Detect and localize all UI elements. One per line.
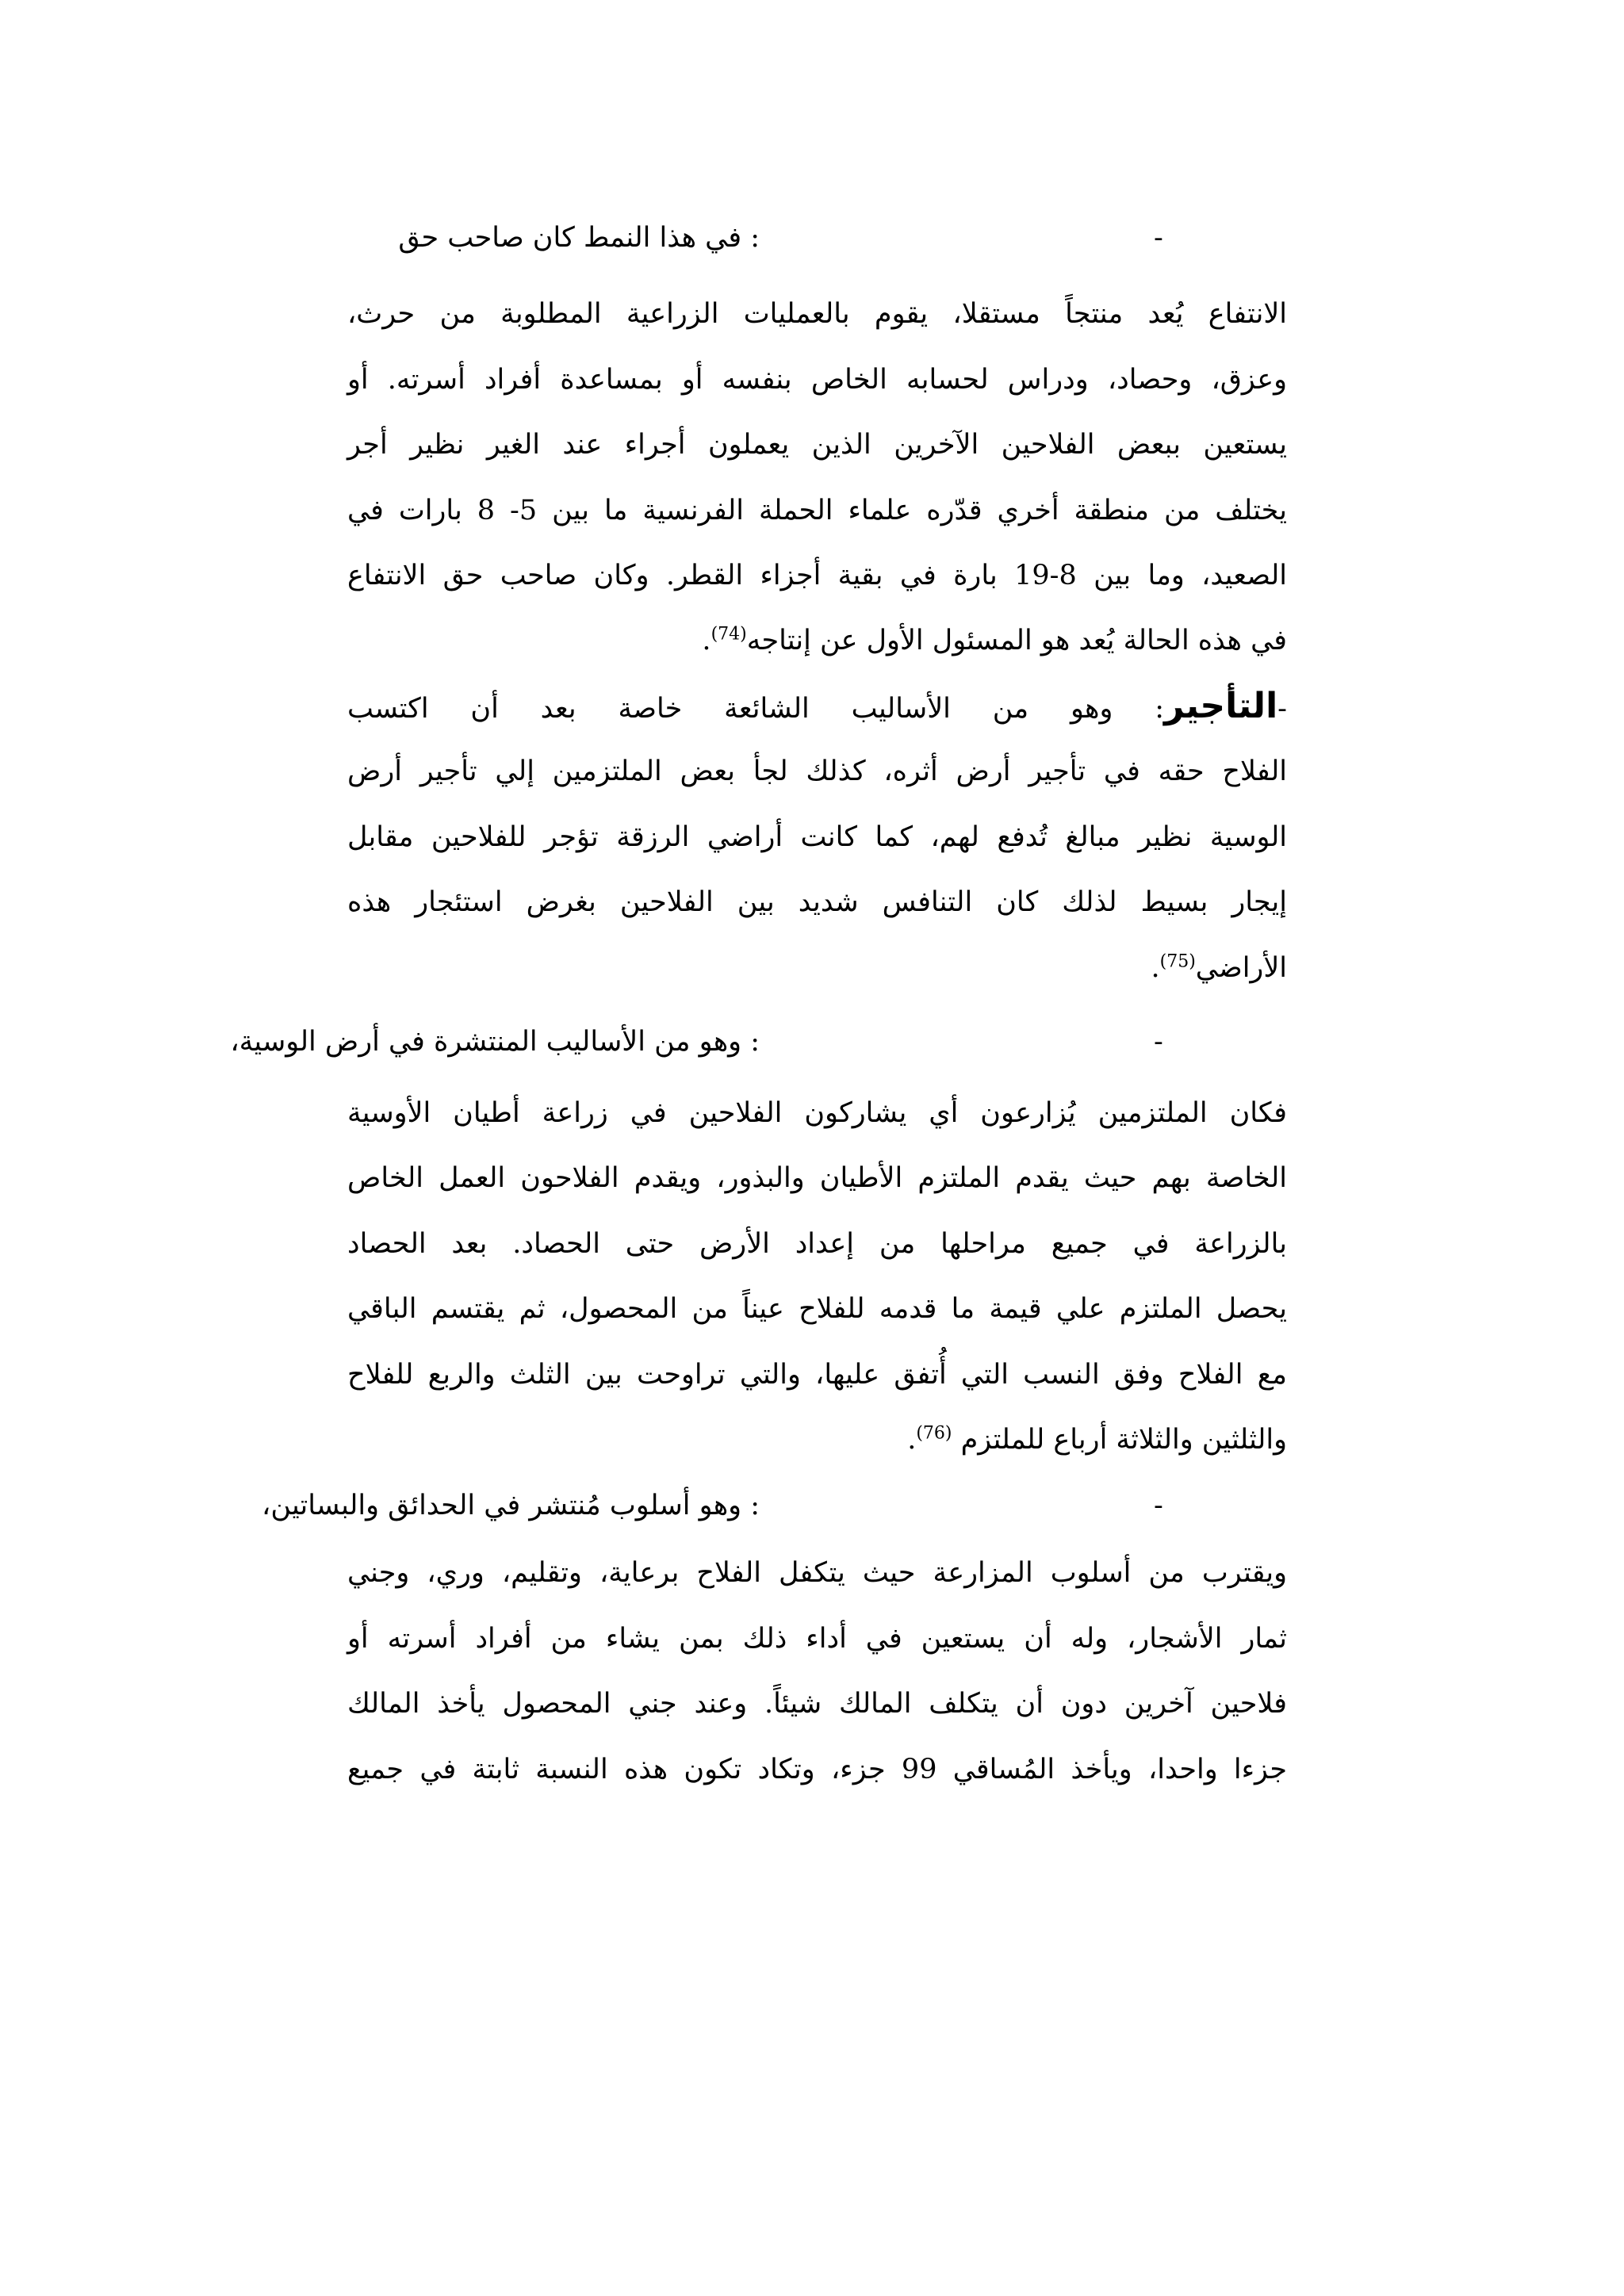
section-term: التأجير [1164, 686, 1278, 726]
paragraph-line: ويقترب من أسلوب المزارعة حيث يتكفل الفلاح برعاية، وتقليم، وري، وجني [347, 1557, 1287, 1589]
paragraph-line: : في هذا النمط كان صاحب حق [398, 222, 760, 254]
paragraph-line: الخاصة بهم حيث يقدم الملتزم الأطيان والبذور، ويقدم الفلاحون العمل الخاص [347, 1162, 1287, 1194]
paragraph-line: ثمار الأشجار، وله أن يستعين في أداء ذلك بمن يشاء من أفراد أسرته أو [347, 1623, 1287, 1655]
footnote-ref: (76) [916, 1423, 952, 1444]
paragraph-line: يحصل الملتزم علي قيمة ما قدمه للفلاح عيناً من المحصول، ثم يقتسم الباقي [347, 1293, 1287, 1325]
line-text: : وهو من الأساليب الشائعة خاصة بعد أن اكتسب [347, 693, 1165, 725]
paragraph-line: فلاحين آخرين دون أن يتكلف المالك شيئاً. وعند جني المحصول يأخذ المالك [347, 1688, 1287, 1720]
paragraph-line: الانتفاع يُعد منتجاً مستقلا، يقوم بالعمليات الزراعية المطلوبة من حرث، [347, 298, 1287, 330]
paragraph-line: يختلف من منطقة أخري قدّره علماء الحملة الفرنسية ما بين 5- 8 بارات في [347, 495, 1288, 526]
paragraph-line: الفلاح حقه في تأجير أرض أثره، كذلك لجأ بعض الملتزمين إلي تأجير أرض [347, 756, 1287, 787]
paragraph-line [347, 678, 1287, 735]
line-end: . [1151, 952, 1160, 984]
footnote-ref: (75) [1159, 951, 1196, 972]
paragraph-line: : وهو من الأساليب المنتشرة في أرض الوسية، [230, 1026, 760, 1058]
paragraph-line: الوسية نظير مبالغ تُدفع لهم، كما كانت أراضي الرزقة تؤجر للفلاحين مقابل [347, 821, 1287, 853]
footnote-ref: (74) [710, 624, 747, 645]
paragraph-line: فكان الملتزمين يُزارعون أي يشاركون الفلاحين في زراعة أطيان الأوسية [347, 1097, 1287, 1129]
list-dash: - [1154, 222, 1163, 254]
paragraph-line: وعزق، وحصاد، ودراس لحسابه الخاص بنفسه أو بمساعدة أفراد أسرته. أو [347, 364, 1287, 396]
paragraph-line: يستعين ببعض الفلاحين الآخرين الذين يعملون أجراء عند الغير نظير أجر [347, 429, 1287, 461]
paragraph-line [347, 1411, 1287, 1468]
line-text: الأراضي [1195, 952, 1287, 984]
list-dash: - [1277, 693, 1287, 725]
line-end: . [702, 625, 711, 656]
line-end: . [907, 1424, 917, 1456]
paragraph-line: الصعيد، وما بين 8-19 بارة في بقية أجزاء القطر. وكان صاحب حق الانتفاع [347, 560, 1287, 591]
paragraph-line: إيجار بسيط لذلك كان التنافس شديد بين الفلاحين بغرض استئجار هذه [347, 886, 1287, 918]
list-dash: - [1154, 1026, 1163, 1058]
paragraph-line: مع الفلاح وفق النسب التي أُتفق عليها، والتي تراوحت بين الثلث والربع للفلاح [347, 1359, 1287, 1391]
list-dash: - [1154, 1490, 1163, 1521]
paragraph-line: جزءا واحدا، ويأخذ المُساقي 99 جزء، وتكاد تكون هذه النسبة ثابتة في جميع [347, 1754, 1287, 1785]
paragraph-line [347, 939, 1287, 997]
line-text: في هذه الحالة يُعد هو المسئول الأول عن إنتاجه [746, 625, 1287, 656]
paragraph-line: : وهو أسلوب مُنتشر في الحدائق والبساتين، [262, 1490, 760, 1521]
line-text: والثلثين والثلاثة أرباع للملتزم [952, 1424, 1287, 1456]
paragraph-line [347, 612, 1287, 669]
paragraph-line: بالزراعة في جميع مراحلها من إعداد الأرض حتى الحصاد. بعد الحصاد [347, 1228, 1287, 1260]
